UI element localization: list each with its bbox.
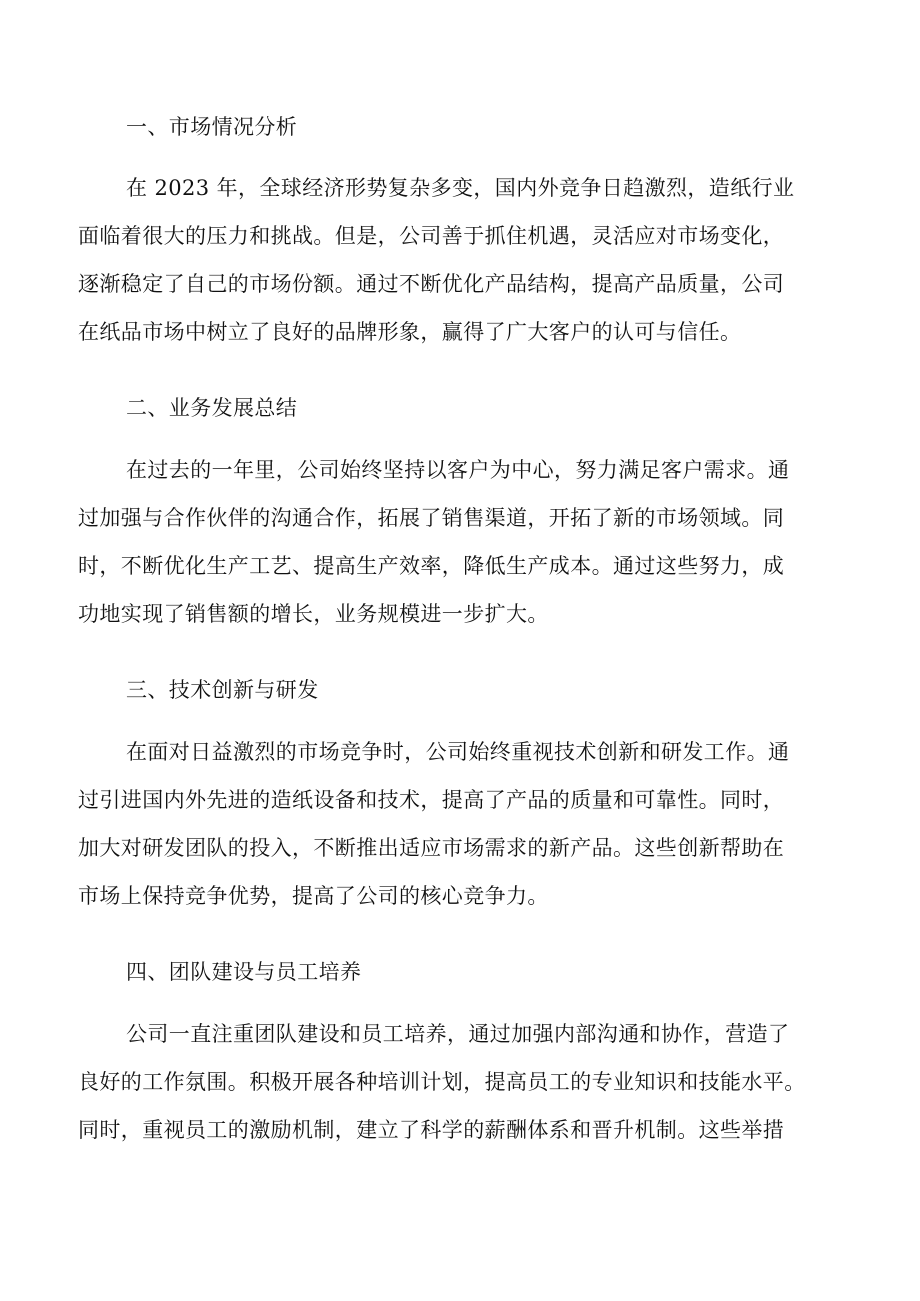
section-3-paragraph: [78, 728, 844, 920]
section-heading: 二、业务发展总结: [126, 396, 298, 420]
paragraph-line: 同时，重视员工的激励机制，建立了科学的薪酬体系和晋升机制。这些举措: [78, 1118, 785, 1142]
paragraph-line: 逐渐稳定了自己的市场份额。通过不断优化产品结构，提高产品质量，公司: [78, 272, 785, 296]
paragraph-line: 在面对日益激烈的市场竞争时，公司始终重视技术创新和研发工作。通: [126, 740, 790, 764]
paragraph-line: 在纸品市场中树立了良好的品牌形象，赢得了广大客户的认可与信任。: [78, 320, 742, 344]
section-4: [78, 948, 844, 996]
paragraph-line: 加大对研发团队的投入，不断推出适应市场需求的新产品。这些创新帮助在: [78, 836, 785, 860]
paragraph-line: 市场上保持竞争优势，提高了公司的核心竞争力。: [78, 884, 549, 908]
section-4-paragraph: [78, 1010, 844, 1154]
paragraph-line: 面临着很大的压力和挑战。但是，公司善于抓住机遇，灵活应对市场变化，: [78, 224, 785, 248]
section-heading: 四、团队建设与员工培养: [126, 960, 362, 984]
section-1: [78, 103, 844, 151]
paragraph-line: 在 2023 年，全球经济形势复杂多变，国内外竞争日趋激烈，造纸行业: [126, 176, 795, 200]
paragraph-line: 公司一直注重团队建设和员工培养，通过加强内部沟通和协作，营造了: [126, 1022, 790, 1046]
section-2-paragraph: [78, 446, 844, 638]
paragraph-line: 过引进国内外先进的造纸设备和技术，提高了产品的质量和可靠性。同时，: [78, 788, 785, 812]
paragraph-line: 时，不断优化生产工艺、提高生产效率，降低生产成本。通过这些努力，成: [78, 554, 785, 578]
paragraph-line: 过加强与合作伙伴的沟通合作，拓展了销售渠道，开拓了新的市场领域。同: [78, 506, 785, 530]
section-3: [78, 666, 844, 714]
section-heading: 三、技术创新与研发: [126, 678, 319, 702]
section-2: [78, 384, 844, 432]
section-heading: 一、市场情况分析: [126, 115, 298, 139]
paragraph-line: 功地实现了销售额的增长，业务规模进一步扩大。: [78, 602, 549, 626]
paragraph-line: 良好的工作氛围。积极开展各种培训计划，提高员工的专业知识和技能水平。: [78, 1070, 806, 1094]
section-1-paragraph: [78, 164, 844, 356]
paragraph-line: 在过去的一年里，公司始终坚持以客户为中心，努力满足客户需求。通: [126, 458, 790, 482]
